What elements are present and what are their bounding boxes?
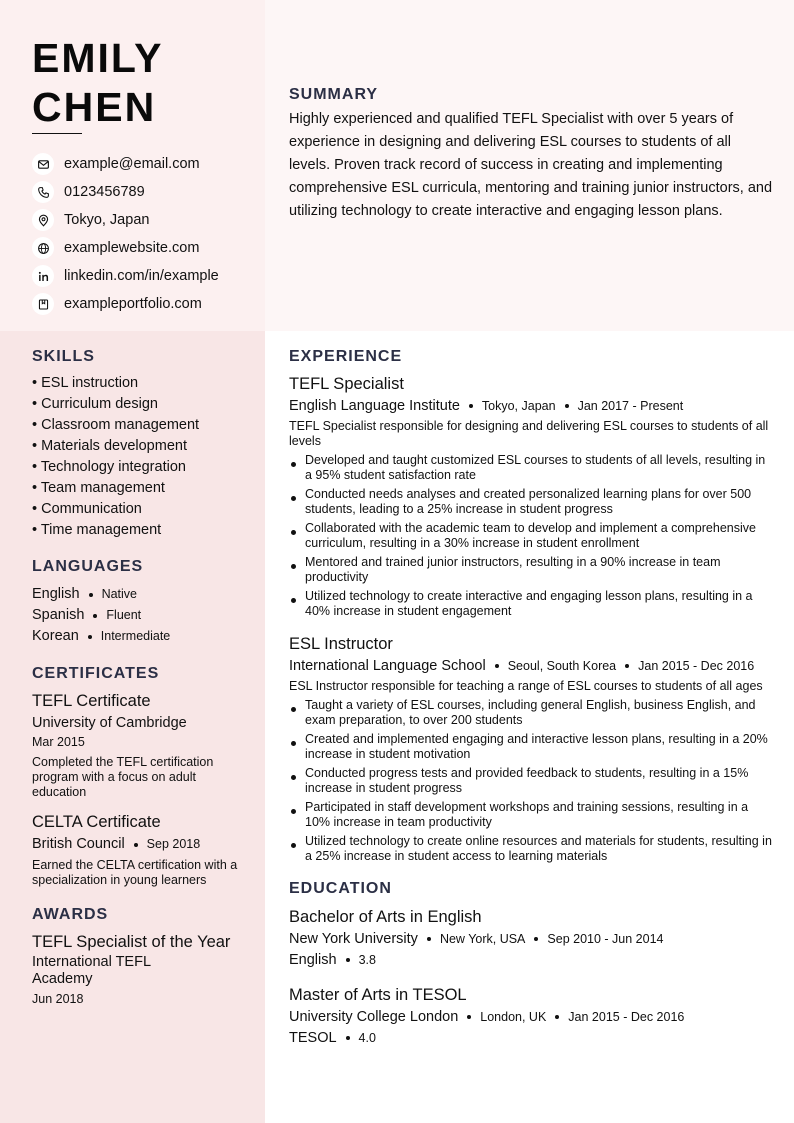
award-item bbox=[32, 932, 242, 1007]
skill-item: • Team management bbox=[32, 480, 165, 496]
location-icon bbox=[32, 209, 54, 231]
skill-item: • Materials development bbox=[32, 438, 187, 454]
contact-list bbox=[32, 150, 219, 318]
bullet-item: Collaborated with the academic team to develop and implement a comprehensive curriculum, resulting in a 30% increase in student enrollment bbox=[289, 521, 773, 551]
job-bullets bbox=[289, 698, 773, 864]
contact-linkedin[interactable] bbox=[32, 262, 219, 290]
bullet-item: Participated in staff development workshops and training sessions, resulting in a 10% increase in team productivity bbox=[289, 800, 773, 830]
job-title: ESL Instructor bbox=[289, 635, 393, 653]
education-degree: Bachelor of Arts in English bbox=[289, 908, 482, 926]
skills-title: SKILLS bbox=[32, 348, 95, 365]
skill-item: • Classroom management bbox=[32, 417, 200, 433]
awards-title: AWARDS bbox=[32, 906, 109, 923]
job-item bbox=[289, 633, 773, 864]
languages-section bbox=[32, 558, 242, 647]
language-row bbox=[32, 584, 242, 605]
language-name: Korean bbox=[32, 628, 79, 644]
education-location: New York, USA bbox=[439, 932, 526, 946]
bullet-item: Conducted needs analyses and created personalized learning plans for over 500 students, leading to a 25% increase in student progress bbox=[289, 487, 773, 517]
job-title: TEFL Specialist bbox=[289, 375, 404, 393]
certificate-item bbox=[32, 811, 242, 888]
education-field: English bbox=[289, 952, 337, 968]
award-date: Jun 2018 bbox=[32, 992, 84, 1006]
language-name: Spanish bbox=[32, 607, 85, 623]
certificate-item bbox=[32, 690, 242, 800]
phone-icon bbox=[32, 181, 54, 203]
globe-icon bbox=[32, 237, 54, 259]
language-level: Fluent bbox=[106, 608, 142, 622]
awards-section bbox=[32, 906, 242, 1007]
education-section bbox=[289, 880, 773, 1048]
skills-section bbox=[32, 348, 242, 541]
bullet-item: Conducted progress tests and provided feedback to students, resulting in a 15% increase in student progress bbox=[289, 766, 773, 796]
right-column bbox=[289, 348, 773, 1048]
certificate-title: CELTA Certificate bbox=[32, 813, 161, 831]
job-company: International Language School bbox=[289, 658, 486, 674]
bullet-item: Taught a variety of ESL courses, including general English, business English, and exam preparation, to over 200 students bbox=[289, 698, 773, 728]
summary-section bbox=[289, 86, 773, 223]
job-location: Seoul, South Korea bbox=[507, 659, 617, 673]
bullet-item: Developed and taught customized ESL courses to students of all levels, resulting in a 95% student satisfaction rate bbox=[289, 453, 773, 483]
languages-title: LANGUAGES bbox=[32, 558, 144, 575]
certificate-desc: Completed the TEFL certification program with a focus on adult education bbox=[32, 755, 214, 799]
certificate-desc: Earned the CELTA certification with a specialization in young learners bbox=[32, 858, 238, 887]
contact-phone-text: 0123456789 bbox=[64, 184, 145, 200]
language-row bbox=[32, 626, 242, 647]
language-level: Intermediate bbox=[100, 629, 171, 643]
email-icon bbox=[32, 153, 54, 175]
contact-portfolio[interactable] bbox=[32, 290, 219, 318]
education-school: New York University bbox=[289, 931, 418, 947]
portfolio-icon bbox=[32, 293, 54, 315]
bullet-item: Utilized technology to create online resources and materials for students, resulting in a 25% increase in student access to learning materials bbox=[289, 834, 773, 864]
contact-location bbox=[32, 206, 219, 234]
contact-location-text: Tokyo, Japan bbox=[64, 212, 150, 228]
education-title: EDUCATION bbox=[289, 880, 392, 897]
summary-title: SUMMARY bbox=[289, 86, 379, 103]
job-item bbox=[289, 373, 773, 619]
contact-linkedin-text: linkedin.com/in/example bbox=[64, 268, 219, 284]
skill-item: • Curriculum design bbox=[32, 396, 158, 412]
skill-item: • Technology integration bbox=[32, 459, 186, 475]
certificate-issuer: British Council bbox=[32, 836, 125, 852]
job-desc: ESL Instructor responsible for teaching a range of ESL courses to students of all ages bbox=[289, 679, 763, 693]
education-item bbox=[289, 906, 773, 970]
contact-phone[interactable] bbox=[32, 178, 219, 206]
job-company: English Language Institute bbox=[289, 398, 460, 414]
education-degree: Master of Arts in TESOL bbox=[289, 986, 467, 1004]
language-row bbox=[32, 605, 242, 626]
summary-text: Highly experienced and qualified TEFL Specialist with over 5 years of experience in designing and delivering ESL courses to students of all levels. Proven track record of success in creating and implementing comprehensive ESL curricula, mentoring and training junior instructors, and utilizing technology to create interactive and engaging lesson plans. bbox=[289, 111, 773, 219]
certificate-issuer: University of Cambridge bbox=[32, 715, 187, 731]
linkedin-icon bbox=[32, 265, 54, 287]
education-field: TESOL bbox=[289, 1030, 337, 1046]
job-desc: TEFL Specialist responsible for designing and delivering ESL courses to students of all levels bbox=[289, 419, 769, 448]
bullet-item: Utilized technology to create interactive and engaging lesson plans, resulting in a 40% increase in student engagement bbox=[289, 589, 773, 619]
language-name: English bbox=[32, 586, 80, 602]
left-column bbox=[32, 348, 242, 1007]
job-meta bbox=[289, 656, 773, 676]
language-level: Native bbox=[101, 587, 137, 601]
award-issuer: International TEFL Academy bbox=[32, 954, 151, 987]
contact-email-text: example@email.com bbox=[64, 156, 200, 172]
job-dates: Jan 2017 - Present bbox=[577, 399, 684, 413]
education-dates: Jan 2015 - Dec 2016 bbox=[568, 1010, 685, 1024]
contact-website[interactable] bbox=[32, 234, 219, 262]
bullet-item: Mentored and trained junior instructors, resulting in a 90% increase in team productivity bbox=[289, 555, 773, 585]
job-location: Tokyo, Japan bbox=[481, 399, 556, 413]
education-school: University College London bbox=[289, 1009, 459, 1025]
certificates-title: CERTIFICATES bbox=[32, 665, 160, 682]
job-meta bbox=[289, 396, 773, 416]
skills-list bbox=[32, 373, 242, 541]
skill-item: • Communication bbox=[32, 501, 142, 517]
job-bullets bbox=[289, 453, 773, 619]
experience-title: EXPERIENCE bbox=[289, 348, 403, 365]
contact-website-text: examplewebsite.com bbox=[64, 240, 200, 256]
skill-item: • ESL instruction bbox=[32, 375, 139, 391]
name-divider bbox=[32, 133, 82, 134]
education-location: London, UK bbox=[480, 1010, 547, 1024]
certificate-date: Sep 2018 bbox=[146, 837, 201, 851]
award-title: TEFL Specialist of the Year bbox=[32, 933, 231, 951]
education-item bbox=[289, 984, 773, 1048]
contact-email[interactable] bbox=[32, 150, 219, 178]
contact-portfolio-text: exampleportfolio.com bbox=[64, 296, 202, 312]
education-gpa: 4.0 bbox=[358, 1031, 376, 1045]
job-dates: Jan 2015 - Dec 2016 bbox=[638, 659, 755, 673]
bullet-item: Created and implemented engaging and interactive lesson plans, resulting in a 20% increase in student motivation bbox=[289, 732, 773, 762]
experience-section bbox=[289, 348, 773, 864]
education-gpa: 3.8 bbox=[358, 953, 376, 967]
education-dates: Sep 2010 - Jun 2014 bbox=[547, 932, 664, 946]
certificate-date: Mar 2015 bbox=[32, 735, 85, 749]
skill-item: • Time management bbox=[32, 522, 162, 538]
certificates-section bbox=[32, 665, 242, 888]
candidate-name: EMILY CHEN bbox=[32, 35, 164, 130]
certificate-title: TEFL Certificate bbox=[32, 692, 151, 710]
